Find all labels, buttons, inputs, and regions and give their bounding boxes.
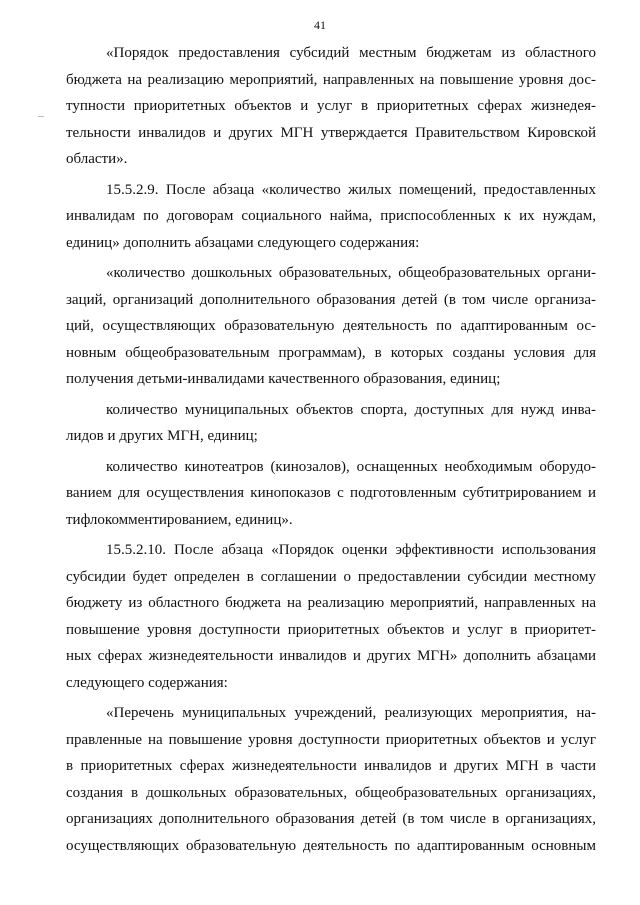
- text-line: бюджету из областного бюджета на реализацию мероприятий, направленных на: [66, 595, 596, 611]
- paragraph: [66, 454, 596, 534]
- paragraph: [66, 700, 596, 859]
- text-line: новным общеобразовательным программам), в которых созданы условия для: [66, 344, 596, 361]
- text-line: лидов и других МГН, единиц;: [66, 428, 258, 444]
- text-line: единиц» дополнить абзацами следующего содержания:: [66, 234, 420, 251]
- text-line: количество муниципальных объектов спорта, доступных для нужд инва-: [106, 401, 596, 418]
- document-body: [66, 40, 596, 859]
- text-line: 15.5.2.9. После абзаца «количество жилых помещений, предоставленных: [106, 181, 596, 198]
- text-line: области».: [66, 151, 128, 167]
- text-line: инвалидам по договорам социального найма, приспособленных к их нуждам,: [66, 208, 596, 224]
- paragraph: [66, 177, 596, 257]
- paragraph: [66, 260, 596, 393]
- text-line: повышение уровня доступности приоритетных объектов и услуг в приоритет-: [66, 621, 596, 638]
- text-line: тифлокомментированием, единиц».: [66, 511, 293, 528]
- text-line: создания в дошкольных образовательных, общеобразовательных организациях,: [66, 784, 596, 801]
- text-line: следующего содержания:: [66, 674, 228, 691]
- text-line: организациях дополнительного образования детей (в том числе в организациях,: [66, 811, 596, 827]
- text-line: тельности инвалидов и других МГН утверждается Правительством Кировской: [66, 124, 596, 141]
- text-line: осуществляющих образовательную деятельность по адаптированным основным: [66, 837, 596, 854]
- text-line: заций, организаций дополнительного образования детей (в том числе организа-: [66, 291, 596, 308]
- text-line: тупности приоритетных объектов и услуг в приоритетных сферах жизнедея-: [66, 98, 596, 114]
- text-line: правленные на повышение уровня доступности приоритетных объектов и услуг: [66, 731, 596, 748]
- margin-mark: [38, 116, 44, 117]
- text-line: количество кинотеатров (кинозалов), оснащенных необходимым оборудо-: [106, 458, 596, 475]
- text-line: «количество дошкольных образовательных, общеобразовательных органи-: [106, 265, 596, 281]
- text-line: «Перечень муниципальных учреждений, реализующих мероприятия, на-: [106, 705, 596, 721]
- text-line: бюджета на реализацию мероприятий, направленных на повышение уровня дос-: [66, 71, 596, 88]
- text-line: ванием для осуществления кинопоказов с подготовленным субтитрированием и: [66, 485, 596, 501]
- text-line: в приоритетных сферах жизнедеятельности инвалидов и других МГН в части: [66, 758, 596, 774]
- page-number: 41: [314, 18, 326, 32]
- paragraph: [66, 397, 596, 450]
- text-line: получения детьми-инвалидами качественного образования, единиц;: [66, 371, 501, 387]
- text-line: субсидии будет определен в соглашении о предоставлении субсидии местному: [66, 568, 596, 585]
- text-line: ций, осуществляющих образовательную деятельность по адаптированным ос-: [66, 318, 596, 334]
- paragraph: [66, 537, 596, 696]
- text-line: 15.5.2.10. После абзаца «Порядок оценки эффективности использования: [106, 542, 596, 558]
- text-line: «Порядок предоставления субсидий местным бюджетам из областного: [106, 45, 596, 61]
- text-line: ных сферах жизнедеятельности инвалидов и других МГН» дополнить абзацами: [66, 648, 596, 664]
- paragraph: [66, 40, 596, 173]
